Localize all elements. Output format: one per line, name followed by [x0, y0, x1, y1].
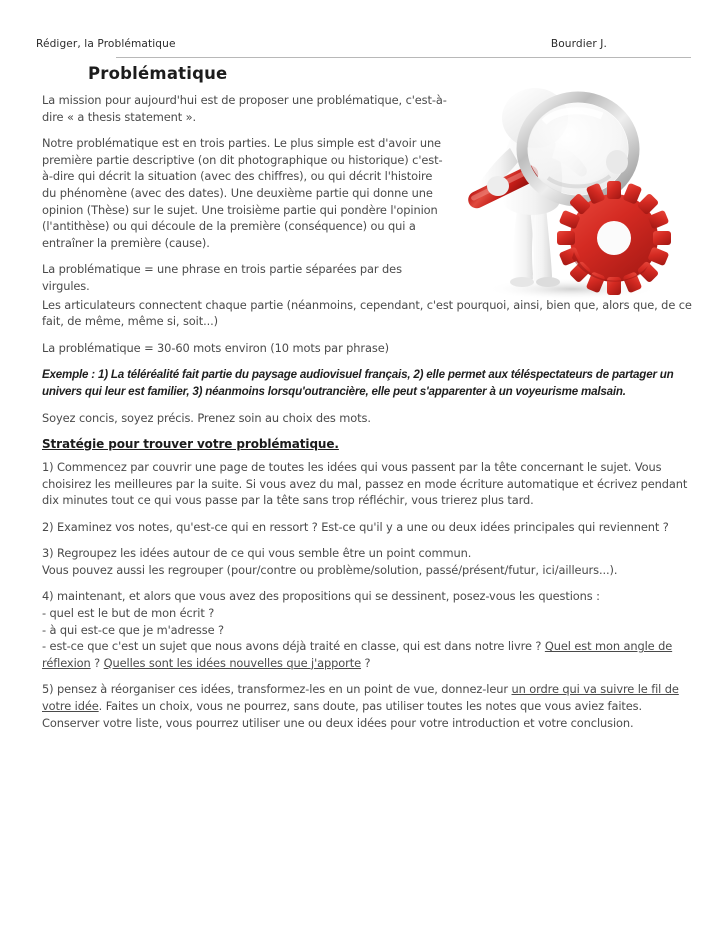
header-left-title: Rédiger, la Problématique — [36, 38, 176, 50]
step-4-text-c: ? — [361, 655, 371, 670]
paragraph-example: Exemple : 1) La téléréalité fait partie du paysage audiovisuel français, 2) elle permet aux téléspectateurs de partager un univers qui leur est familier, 3) néanmoins lorsqu'outrancière, elle peut s'apparenter à un voyeurisme malsain. — [42, 368, 674, 399]
paragraph-articulators: Les articulateurs connectent chaque partie (néanmoins, cependant, c'est pourquoi, ainsi, bien que, alors que, de ce fait, de même, même si, soit...) — [42, 297, 692, 329]
header-author: Bourdier J. — [550, 38, 607, 50]
strategy-step-4-line-4 — [42, 638, 692, 671]
strategy-step-4-line-3: - à qui est-ce que je m'adresse ? — [42, 622, 224, 637]
step-5-underlined-phrase: un ordre qui va suivre le fil de votre idée — [42, 682, 679, 714]
page-title: Problématique — [88, 64, 228, 83]
step-4-underlined-question-1: Quel est mon angle de réflexion — [42, 639, 673, 670]
step-4-text-a: - est-ce que c'est un sujet que nous avons déjà traité en classe, qui est dans notre livre ? — [42, 639, 545, 654]
strategy-step-3-line-2: Vous pouvez aussi les regrouper (pour/contre ou problème/solution, passé/présent/futur, ici/ailleurs...). — [42, 562, 618, 577]
paragraph-mission: La mission pour aujourd'hui est de proposer une problématique, c'est-à-dire « a thesis statement ». — [42, 93, 447, 124]
step-4-text-b: ? — [90, 655, 104, 670]
header-divider — [116, 57, 691, 58]
strategy-step-2: 2) Examinez vos notes, qu'est-ce qui en ressort ? Est-ce qu'il y a une ou deux idées principales qui reviennent ? — [42, 519, 669, 534]
strategy-step-1: 1) Commencez par couvrir une page de toutes les idées qui vous passent par la tête concernant le sujet. Vous choisirez les meilleures par la suite. Si vous avez du mal, passez en mode écriture automatique et écrivez pendant dix minutes tout ce qui vous passe par la tête sans trop réfléchir, vous trierez plus tard. — [42, 459, 688, 508]
strategy-heading: Stratégie pour trouver votre problématique. — [42, 436, 339, 451]
paragraph-definition: La problématique = une phrase en trois partie séparées par des virgules. — [42, 262, 402, 293]
step-5-text-a: 5) pensez à réorganiser ces idées, transformez-les en un point de vue, donnez-leur — [42, 682, 512, 697]
paragraph-three-parts: Notre problématique est en trois parties. Le plus simple est d'avoir une première partie descriptive (on dit photographique ou historique) c'est-à-dire qui décrit la situation (avec des chiffres), ou qui décrit l'histoire du phénomène (avec des dates). Une deuxième partie qui donne une opinion (Thèse) sur le sujet. Une troisième partie qui pondère l'opinion (l'antithèse) ou qui découle de la première (conséquence) ou qui a entraîner la première (cause). — [42, 136, 443, 250]
strategy-step-4-line-1: 4) maintenant, et alors que vous avez des propositions qui se dessinent, posez-vous les questions : — [42, 589, 600, 604]
step-4-underlined-question-2: Quelles sont les idées nouvelles que j'apporte — [103, 655, 362, 670]
step-5-text-b: . Faites un choix, vous ne pourrez, sans doute, pas utiliser toutes les notes que vous aviez faites. Conserver votre liste, vous pourrez utiliser une ou deux idées pour votre introduction et votre conclusion. — [42, 699, 643, 730]
document-body — [42, 92, 692, 741]
paragraph-word-count: La problématique = 30-60 mots environ (10 mots par phrase) — [42, 340, 389, 355]
strategy-step-5 — [42, 681, 692, 731]
strategy-step-3-line-1: 3) Regroupez les idées autour de ce qui vous semble être un point commun. — [42, 546, 472, 561]
strategy-step-4-line-2: - quel est le but de mon écrit ? — [42, 606, 215, 621]
paragraph-be-concise: Soyez concis, soyez précis. Prenez soin au choix des mots. — [42, 411, 371, 426]
